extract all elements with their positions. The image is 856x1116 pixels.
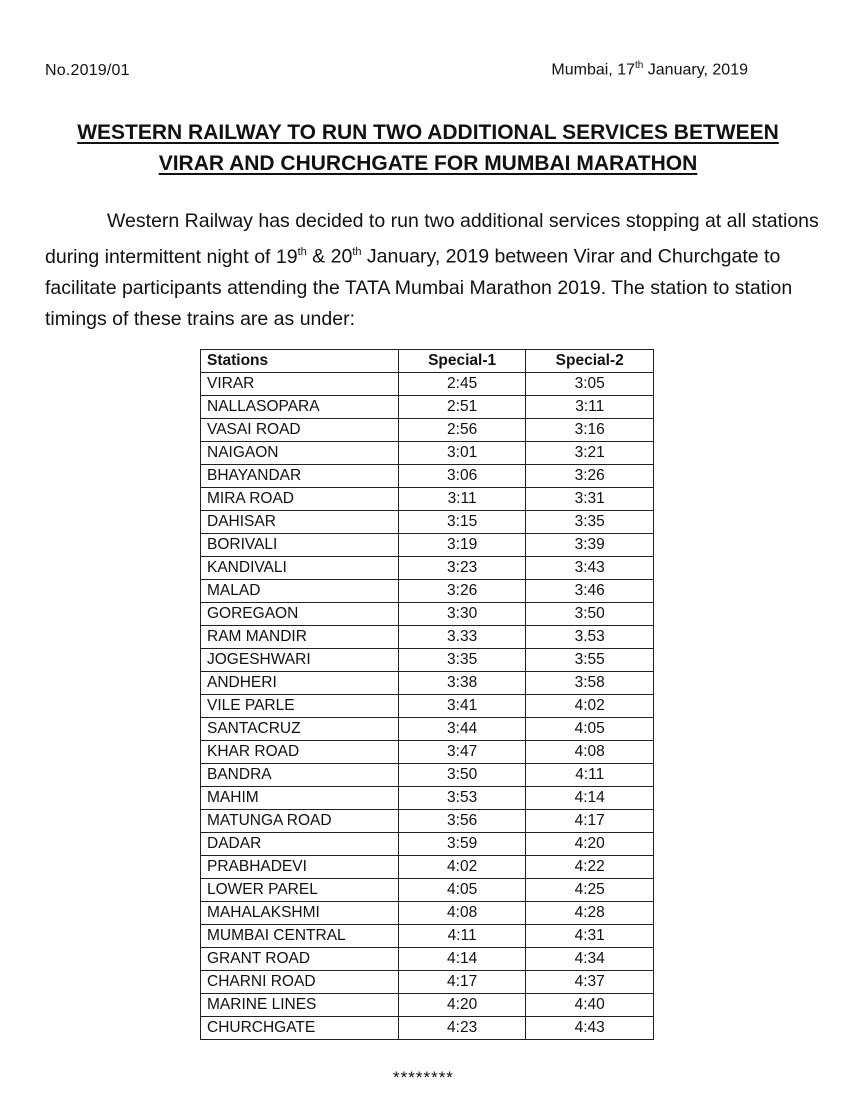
special-2-time-cell: 3:46 [526, 580, 654, 603]
table-row [201, 925, 654, 948]
table-row [201, 557, 654, 580]
station-name-cell: NALLASOPARA [201, 396, 399, 419]
special-1-time-cell: 3:19 [398, 534, 526, 557]
special-2-time-cell: 4:31 [526, 925, 654, 948]
station-name-cell: JOGESHWARI [201, 649, 399, 672]
special-1-time-cell: 3:15 [398, 511, 526, 534]
paragraph-part-1: Western Railway has decided to run two additional services stopping at all stations during intermittent night of 19 [45, 210, 819, 268]
station-name-cell: MUMBAI CENTRAL [201, 925, 399, 948]
special-2-time-cell: 3:50 [526, 603, 654, 626]
station-name-cell: LOWER PAREL [201, 879, 399, 902]
special-2-time-cell: 3:39 [526, 534, 654, 557]
paragraph-part-2: & 20 [306, 245, 353, 268]
station-name-cell: MARINE LINES [201, 994, 399, 1017]
table-row [201, 971, 654, 994]
special-2-time-cell: 3:31 [526, 488, 654, 511]
station-name-cell: VASAI ROAD [201, 419, 399, 442]
special-1-time-cell: 3:30 [398, 603, 526, 626]
table-row [201, 1017, 654, 1040]
special-2-time-cell: 4:08 [526, 741, 654, 764]
special-2-time-cell: 4:37 [526, 971, 654, 994]
station-name-cell: GOREGAON [201, 603, 399, 626]
timetable-body [201, 373, 654, 1040]
station-name-cell: MALAD [201, 580, 399, 603]
paragraph-sup-1: th [297, 246, 307, 258]
table-row [201, 626, 654, 649]
special-1-time-cell: 3:01 [398, 442, 526, 465]
special-2-time-cell: 3:55 [526, 649, 654, 672]
special-2-time-cell: 4:43 [526, 1017, 654, 1040]
special-2-time-cell: 3:21 [526, 442, 654, 465]
special-1-time-cell: 4:05 [398, 879, 526, 902]
date-superscript: th [634, 60, 644, 71]
special-2-time-cell: 3:43 [526, 557, 654, 580]
timetable [200, 349, 654, 1040]
special-1-time-cell: 4:11 [398, 925, 526, 948]
table-row [201, 603, 654, 626]
station-name-cell: CHURCHGATE [201, 1017, 399, 1040]
station-name-cell: BORIVALI [201, 534, 399, 557]
table-row [201, 902, 654, 925]
special-2-time-cell: 3:05 [526, 373, 654, 396]
special-1-time-cell: 3:26 [398, 580, 526, 603]
table-row [201, 419, 654, 442]
end-marker: ******** [393, 1068, 454, 1087]
station-name-cell: ANDHERI [201, 672, 399, 695]
special-1-time-cell: 3:44 [398, 718, 526, 741]
paragraph-sup-2: th [352, 246, 362, 258]
special-1-time-cell: 3:56 [398, 810, 526, 833]
station-name-cell: RAM MANDIR [201, 626, 399, 649]
special-1-time-cell: 2:45 [398, 373, 526, 396]
table-row [201, 580, 654, 603]
special-1-time-cell: 3:47 [398, 741, 526, 764]
special-2-time-cell: 3.53 [526, 626, 654, 649]
header-special-1: Special-1 [398, 350, 526, 373]
special-1-time-cell: 3.33 [398, 626, 526, 649]
station-name-cell: PRABHADEVI [201, 856, 399, 879]
special-1-time-cell: 4:17 [398, 971, 526, 994]
table-row [201, 695, 654, 718]
station-name-cell: DAHISAR [201, 511, 399, 534]
special-2-time-cell: 4:28 [526, 902, 654, 925]
table-row [201, 994, 654, 1017]
special-1-time-cell: 4:02 [398, 856, 526, 879]
station-name-cell: VIRAR [201, 373, 399, 396]
special-2-time-cell: 4:40 [526, 994, 654, 1017]
header-stations: Stations [201, 350, 399, 373]
special-2-time-cell: 4:14 [526, 787, 654, 810]
table-row [201, 511, 654, 534]
table-row [201, 396, 654, 419]
table-row [201, 833, 654, 856]
table-row [201, 787, 654, 810]
special-2-time-cell: 4:22 [526, 856, 654, 879]
special-2-time-cell: 4:34 [526, 948, 654, 971]
special-2-time-cell: 4:17 [526, 810, 654, 833]
special-2-time-cell: 4:05 [526, 718, 654, 741]
special-1-time-cell: 3:53 [398, 787, 526, 810]
special-1-time-cell: 3:38 [398, 672, 526, 695]
page-title [0, 117, 856, 179]
special-2-time-cell: 3:16 [526, 419, 654, 442]
station-name-cell: BANDRA [201, 764, 399, 787]
special-1-time-cell: 3:11 [398, 488, 526, 511]
special-1-time-cell: 4:14 [398, 948, 526, 971]
station-name-cell: KANDIVALI [201, 557, 399, 580]
station-name-cell: VILE PARLE [201, 695, 399, 718]
table-row [201, 465, 654, 488]
table-row [201, 810, 654, 833]
table-row [201, 741, 654, 764]
special-2-time-cell: 3:11 [526, 396, 654, 419]
table-row [201, 534, 654, 557]
station-name-cell: MAHALAKSHMI [201, 902, 399, 925]
announcement-paragraph [45, 206, 835, 335]
table-row [201, 879, 654, 902]
station-name-cell: SANTACRUZ [201, 718, 399, 741]
table-row [201, 764, 654, 787]
date-suffix: January, 2019 [643, 61, 748, 79]
date-prefix: Mumbai, 17 [551, 61, 635, 79]
table-row [201, 856, 654, 879]
special-1-time-cell: 3:59 [398, 833, 526, 856]
table-row [201, 373, 654, 396]
station-name-cell: MIRA ROAD [201, 488, 399, 511]
special-1-time-cell: 3:41 [398, 695, 526, 718]
release-date [551, 60, 748, 79]
special-1-time-cell: 2:56 [398, 419, 526, 442]
special-1-time-cell: 4:23 [398, 1017, 526, 1040]
special-1-time-cell: 3:23 [398, 557, 526, 580]
special-2-time-cell: 3:58 [526, 672, 654, 695]
special-1-time-cell: 4:08 [398, 902, 526, 925]
station-name-cell: MATUNGA ROAD [201, 810, 399, 833]
station-name-cell: MAHIM [201, 787, 399, 810]
station-name-cell: KHAR ROAD [201, 741, 399, 764]
station-name-cell: CHARNI ROAD [201, 971, 399, 994]
timetable-header-row [201, 350, 654, 373]
table-row [201, 948, 654, 971]
title-line-1: WESTERN RAILWAY TO RUN TWO ADDITIONAL SERVICES BETWEEN [77, 121, 779, 144]
special-2-time-cell: 4:25 [526, 879, 654, 902]
special-1-time-cell: 4:20 [398, 994, 526, 1017]
table-row [201, 718, 654, 741]
special-2-time-cell: 4:02 [526, 695, 654, 718]
header-special-2: Special-2 [526, 350, 654, 373]
station-name-cell: BHAYANDAR [201, 465, 399, 488]
title-line-2: VIRAR AND CHURCHGATE FOR MUMBAI MARATHON [158, 152, 698, 175]
special-1-time-cell: 3:35 [398, 649, 526, 672]
special-1-time-cell: 2:51 [398, 396, 526, 419]
special-2-time-cell: 3:35 [526, 511, 654, 534]
special-1-time-cell: 3:50 [398, 764, 526, 787]
table-row [201, 442, 654, 465]
table-row [201, 672, 654, 695]
reference-number: No.2019/01 [45, 62, 130, 79]
special-2-time-cell: 4:11 [526, 764, 654, 787]
special-2-time-cell: 4:20 [526, 833, 654, 856]
paragraph-part-3: January, 2019 between Virar and Churchgate to facilitate participants attending the TATA Mumbai Marathon 2019. The station to station timings of these trains are as under: [45, 245, 793, 330]
station-name-cell: DADAR [201, 833, 399, 856]
special-2-time-cell: 3:26 [526, 465, 654, 488]
station-name-cell: NAIGAON [201, 442, 399, 465]
table-row [201, 488, 654, 511]
station-name-cell: GRANT ROAD [201, 948, 399, 971]
special-1-time-cell: 3:06 [398, 465, 526, 488]
table-row [201, 649, 654, 672]
